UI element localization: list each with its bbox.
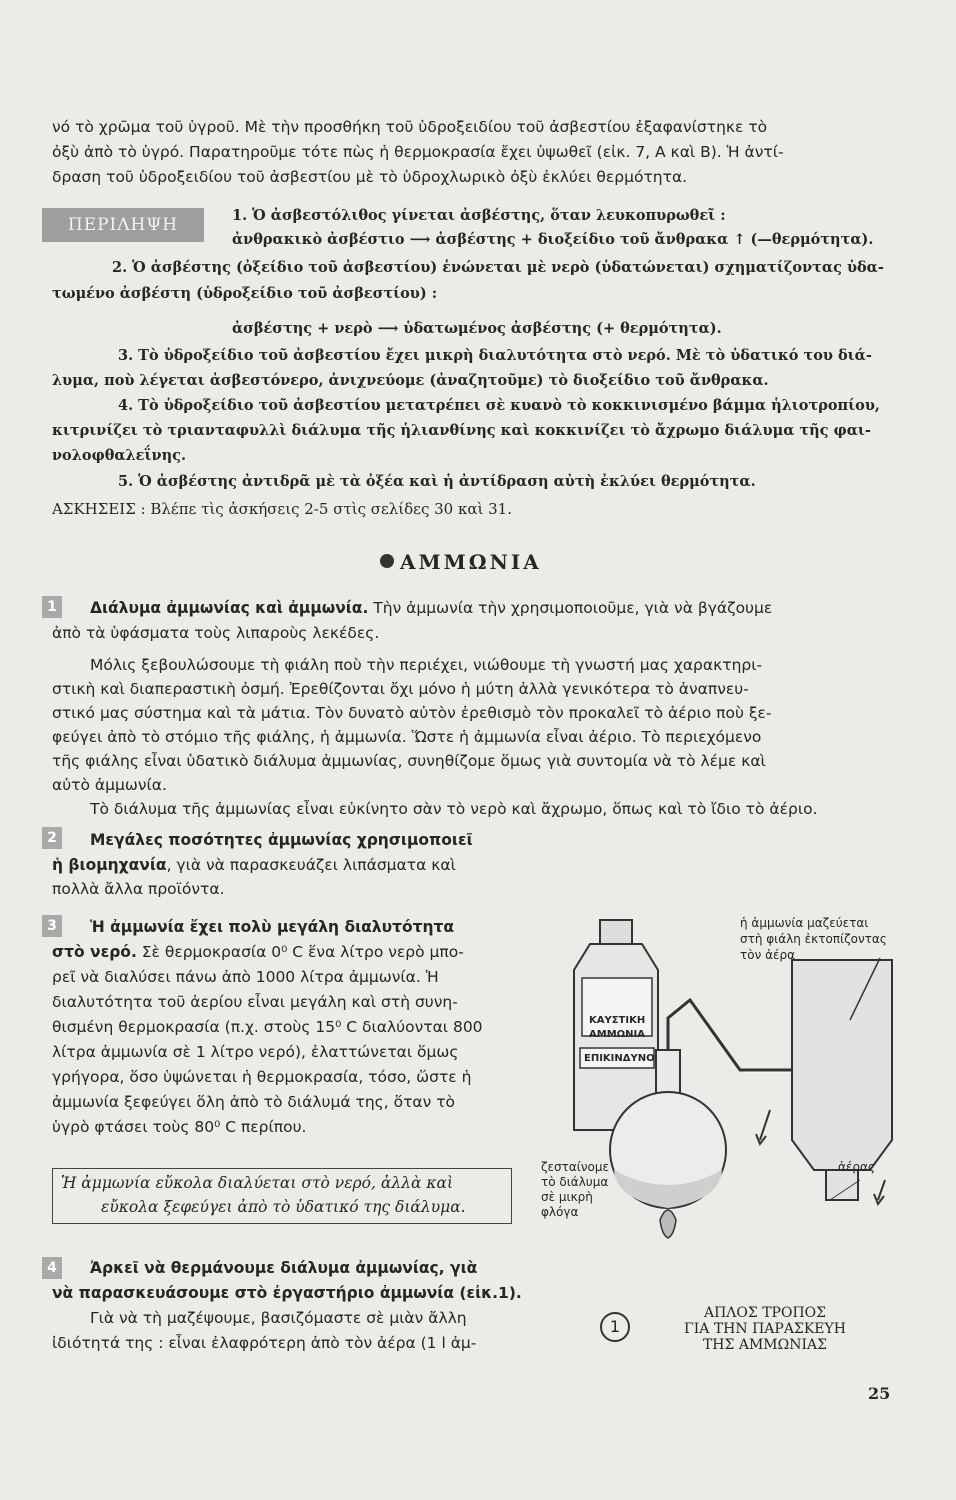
heat-label-line: σὲ μικρὴ [541,1190,593,1204]
summary-label: ΠΕΡΙΛΗΨΗ [42,208,204,242]
summary-item-3: 3. Τὸ ὑδροξείδιο τοῦ ἀσβεστίου ἔχει μικρὴ διαλυτότητα στὸ νερό. Μὲ τὸ ὑδατικό του διά- [118,347,872,364]
sec1-line: φεύγει ἀπὸ τὸ στόμιο τῆς φιάλης, ἡ ἀμμωνία. Ὥστε ἡ ἀμμωνία εἶναι ἀέριο. Τὸ περιεχόμενο [52,728,762,746]
paragraph-number: 3 [42,915,62,937]
paragraph-number: 4 [42,1257,62,1279]
sec3-bold-part: στὸ νερό. [52,943,137,961]
heat-label-line: ζεσταίνομε [541,1160,609,1174]
summary-item-3-cont: λυμα, ποὺ λέγεται ἀσβεστόνερο, ἀνιχνεύομε (ἀναζητοῦμε) τὸ διοξείδιο τοῦ ἄνθρακα. [52,372,769,389]
summary-item-2-equation: ἀσβέστης + νερὸ ⟶ ὑδατωμένος ἀσβέστης (+ θερμότητα). [232,320,722,337]
sec1-line: αὐτὸ ἀμμωνία. [52,776,167,794]
summary-item-4-cont: νολοφθαλεΐνης. [52,447,186,464]
caption-line: ΓΙΑ ΤΗΝ ΠΑΡΑΣΚΕΥΗ [684,1321,846,1337]
paragraph-number: 1 [42,596,62,618]
top-paragraph-line: δραση τοῦ ὑδροξειδίου τοῦ ἀσβεστίου μὲ τὸ ὑδροχλωρικὸ ὀξὺ ἐκλύει θερμότητα. [52,168,688,186]
ammonia-apparatus-illustration [530,900,940,1290]
sec1-line: Τὸ διάλυμα τῆς ἀμμωνίας εἶναι εὐκίνητο σὰν τὸ νερὸ καὶ ἄχρωμο, ὅπως καὶ τὸ ἴδιο τὸ ἀέριο. [90,800,818,818]
collect-label-line: στὴ φιάλη ἐκτοπίζοντας [740,932,887,946]
bottle-warning: ΕΠΙΚΙΝΔΥΝΟ [584,1053,655,1064]
highlight-line: Ἡ ἀμμωνία εὔκολα διαλύεται στὸ νερό, ἀλλὰ καὶ [61,1174,454,1192]
top-paragraph-line: νό τὸ χρῶμα τοῦ ὑγροῦ. Μὲ τὴν προσθήκη τοῦ ὑδροξειδίου τοῦ ἀσβεστίου ἐξαφανίστηκε τὸ [52,118,768,136]
sec4-line: Ἀρκεῖ νὰ θερμάνουμε διάλυμα ἀμμωνίας, γιὰ [90,1259,478,1277]
sec1-line: Μόλις ξεβουλώσουμε τὴ φιάλη ποὺ τὴν περιέχει, νιώθουμε τὴ γνωστή μας χαρακτηρι- [90,656,763,674]
heat-label-line: φλόγα [541,1205,579,1219]
sec2-line: Μεγάλες ποσότητες ἀμμωνίας χρησιμοποιεῖ [90,831,473,849]
summary-item-1-equation: ἀνθρακικὸ ἀσβέστιο ⟶ ἀσβέστης + διοξείδιο τοῦ ἄνθρακα ↑ (—θερμότητα). [232,231,874,248]
sec1-line: στικό μας σύστημα καὶ τὰ μάτια. Τὸν δυνατὸ αὐτὸν ἐρεθισμὸ τὸν προκαλεῖ τὸ ἀέριο ποὺ ξε- [52,704,772,722]
summary-item-2-cont: τωμένο ἀσβέστη (ὑδροξείδιο τοῦ ἀσβεστίου) : [52,285,438,302]
sec1-first-line-rest: Τὴν ἀμμωνία τὴν χρησιμοποιοῦμε, γιὰ νὰ βγάζουμε [368,599,773,617]
sec3-line [52,941,464,963]
sec1-line: ἀπὸ τὰ ὑφάσματα τοὺς λιπαροὺς λεκέδες. [52,624,380,642]
sec2-line-rest: , γιὰ νὰ παρασκευάζει λιπάσματα καὶ [166,856,456,874]
caption-line: ΑΠΛΟΣ ΤΡΟΠΟΣ [703,1305,827,1321]
sec2-line: πολλὰ ἄλλα προϊόντα. [52,880,225,898]
bottle-label-line: ΚΑΥΣΤΙΚΗ [589,1015,646,1026]
summary-item-1: 1. Ὁ ἀσβεστόλιθος γίνεται ἀσβέστης, ὅταν λευκοπυρωθεῖ : [232,207,726,224]
sec2-bold-part: ἡ βιομηχανία [52,856,167,874]
top-paragraph-line: ὀξὺ ἀπὸ τὸ ὑγρό. Παρατηροῦμε τότε πὼς ἡ θερμοκρασία ἔχει ὑψωθεῖ (εἰκ. 7, Α καὶ Β). Ἡ ἀντί- [52,143,784,161]
sec3-line: ρεῖ νὰ διαλύσει πάνω ἀπὸ 1000 λίτρα ἀμμωνία. Ἡ [52,968,439,986]
collect-label-line: ἡ ἀμμωνία μαζεύεται [740,916,869,930]
bullet-icon [380,554,394,568]
summary-item-5: 5. Ὁ ἀσβέστης ἀντιδρᾶ μὲ τὰ ὀξέα καὶ ἡ ἀντίδραση αὐτὴ ἐκλύει θερμότητα. [118,473,756,490]
heat-label-line: τὸ διάλυμα [541,1175,609,1189]
sec3-line: διαλυτότητα τοῦ ἀερίου εἶναι μεγάλη καὶ στὴ συνη- [52,993,458,1011]
section-title-text: ΑΜΜΩΝΙΑ [400,550,542,574]
exercises-reference: ΑΣΚΗΣΕΙΣ : Βλέπε τὶς ἀσκήσεις 2-5 στὶς σελίδες 30 καὶ 31. [52,500,512,518]
sec3-line: γρήγορα, ὅσο ὑψώνεται ἡ θερμοκρασία, τόσο, ὥστε ἡ [52,1068,472,1086]
arrow-icon [760,1110,770,1140]
flame-icon [660,1210,676,1238]
highlight-box [52,1168,512,1224]
bottle-label-line: ΑΜΜΩΝΙΑ [589,1029,645,1040]
sec1-line: τῆς φιάλης εἶναι ὑδατικὸ διάλυμα ἀμμωνίας, συνηθίζομε ὅμως γιὰ συντομία νὰ τὸ λέμε καὶ [52,752,766,770]
sec1-line [90,597,772,619]
section-title [380,550,542,574]
paragraph-number: 2 [42,827,62,849]
sec2-line [52,854,456,876]
figure-caption [655,1305,875,1353]
figure-number: 1 [600,1312,630,1342]
summary-item-4: 4. Τὸ ὑδροξείδιο τοῦ ἀσβεστίου μετατρέπει σὲ κυανὸ τὸ κοκκινισμένο βάμμα ἡλιοτροπίου, [118,397,880,414]
highlight-line: εὔκολα ξεφεύγει ἀπὸ τὸ ὑδατικό της διάλυμα. [101,1198,466,1216]
sec4-line: ἰδιότητά της : εἶναι ἐλαφρότερη ἀπὸ τὸν ἀέρα (1 l ἀμ- [52,1334,477,1352]
caption-line: ΤΗΣ ΑΜΜΩΝΙΑΣ [702,1337,828,1353]
sec3-line: θισμένη θερμοκρασία (π.χ. στοὺς 15⁰ C διαλύονται 800 [52,1018,483,1036]
sec3-line: ὑγρὸ φτάσει τοὺς 80⁰ C περίπου. [52,1118,307,1136]
collect-label-line: τὸν ἀέρα [740,948,796,962]
page-number: 25 [868,1384,891,1403]
sec4-line: νὰ παρασκευάσουμε στὸ ἐργαστήριο ἀμμωνία (εἰκ.1). [52,1284,522,1302]
sec3-line: Ἡ ἀμμωνία ἔχει πολὺ μεγάλη διαλυτότητα [90,918,455,936]
sec3-line-rest: Σὲ θερμοκρασία 0⁰ C ἕνα λίτρο νερὸ μπο- [136,943,464,961]
summary-item-2: 2. Ὁ ἀσβέστης (ὀξείδιο τοῦ ἀσβεστίου) ἑνώνεται μὲ νερὸ (ὑδατώνεται) σχηματίζοντας ὑδα- [112,259,884,276]
sec1-heading: Διάλυμα ἀμμωνίας καὶ ἀμμωνία. [90,599,369,617]
air-label: ἀέρας [838,1160,875,1174]
sec3-line: λίτρα ἀμμωνία σὲ 1 λίτρο νερό), ἐλαττώνεται ὅμως [52,1043,459,1061]
sec4-line: Γιὰ νὰ τὴ μαζέψουμε, βασιζόμαστε σὲ μιὰν ἄλλη [90,1309,467,1327]
summary-item-4-cont: κιτρινίζει τὸ τριανταφυλλὶ διάλυμα τῆς ἡλιανθίνης καὶ κοκκινίζει τὸ ἄχρωμο διάλυμα τῆς φαι- [52,422,871,439]
sec3-line: ἀμμωνία ξεφεύγει ὅλη ἀπὸ τὸ διάλυμά της, ὅταν τὸ [52,1093,456,1111]
sec1-line: στικὴ καὶ διαπεραστικὴ ὀσμή. Ἐρεθίζονται ὄχι μόνο ἡ μύτη ἀλλὰ γενικότερα τὸ ἀναπνευ- [52,680,749,698]
